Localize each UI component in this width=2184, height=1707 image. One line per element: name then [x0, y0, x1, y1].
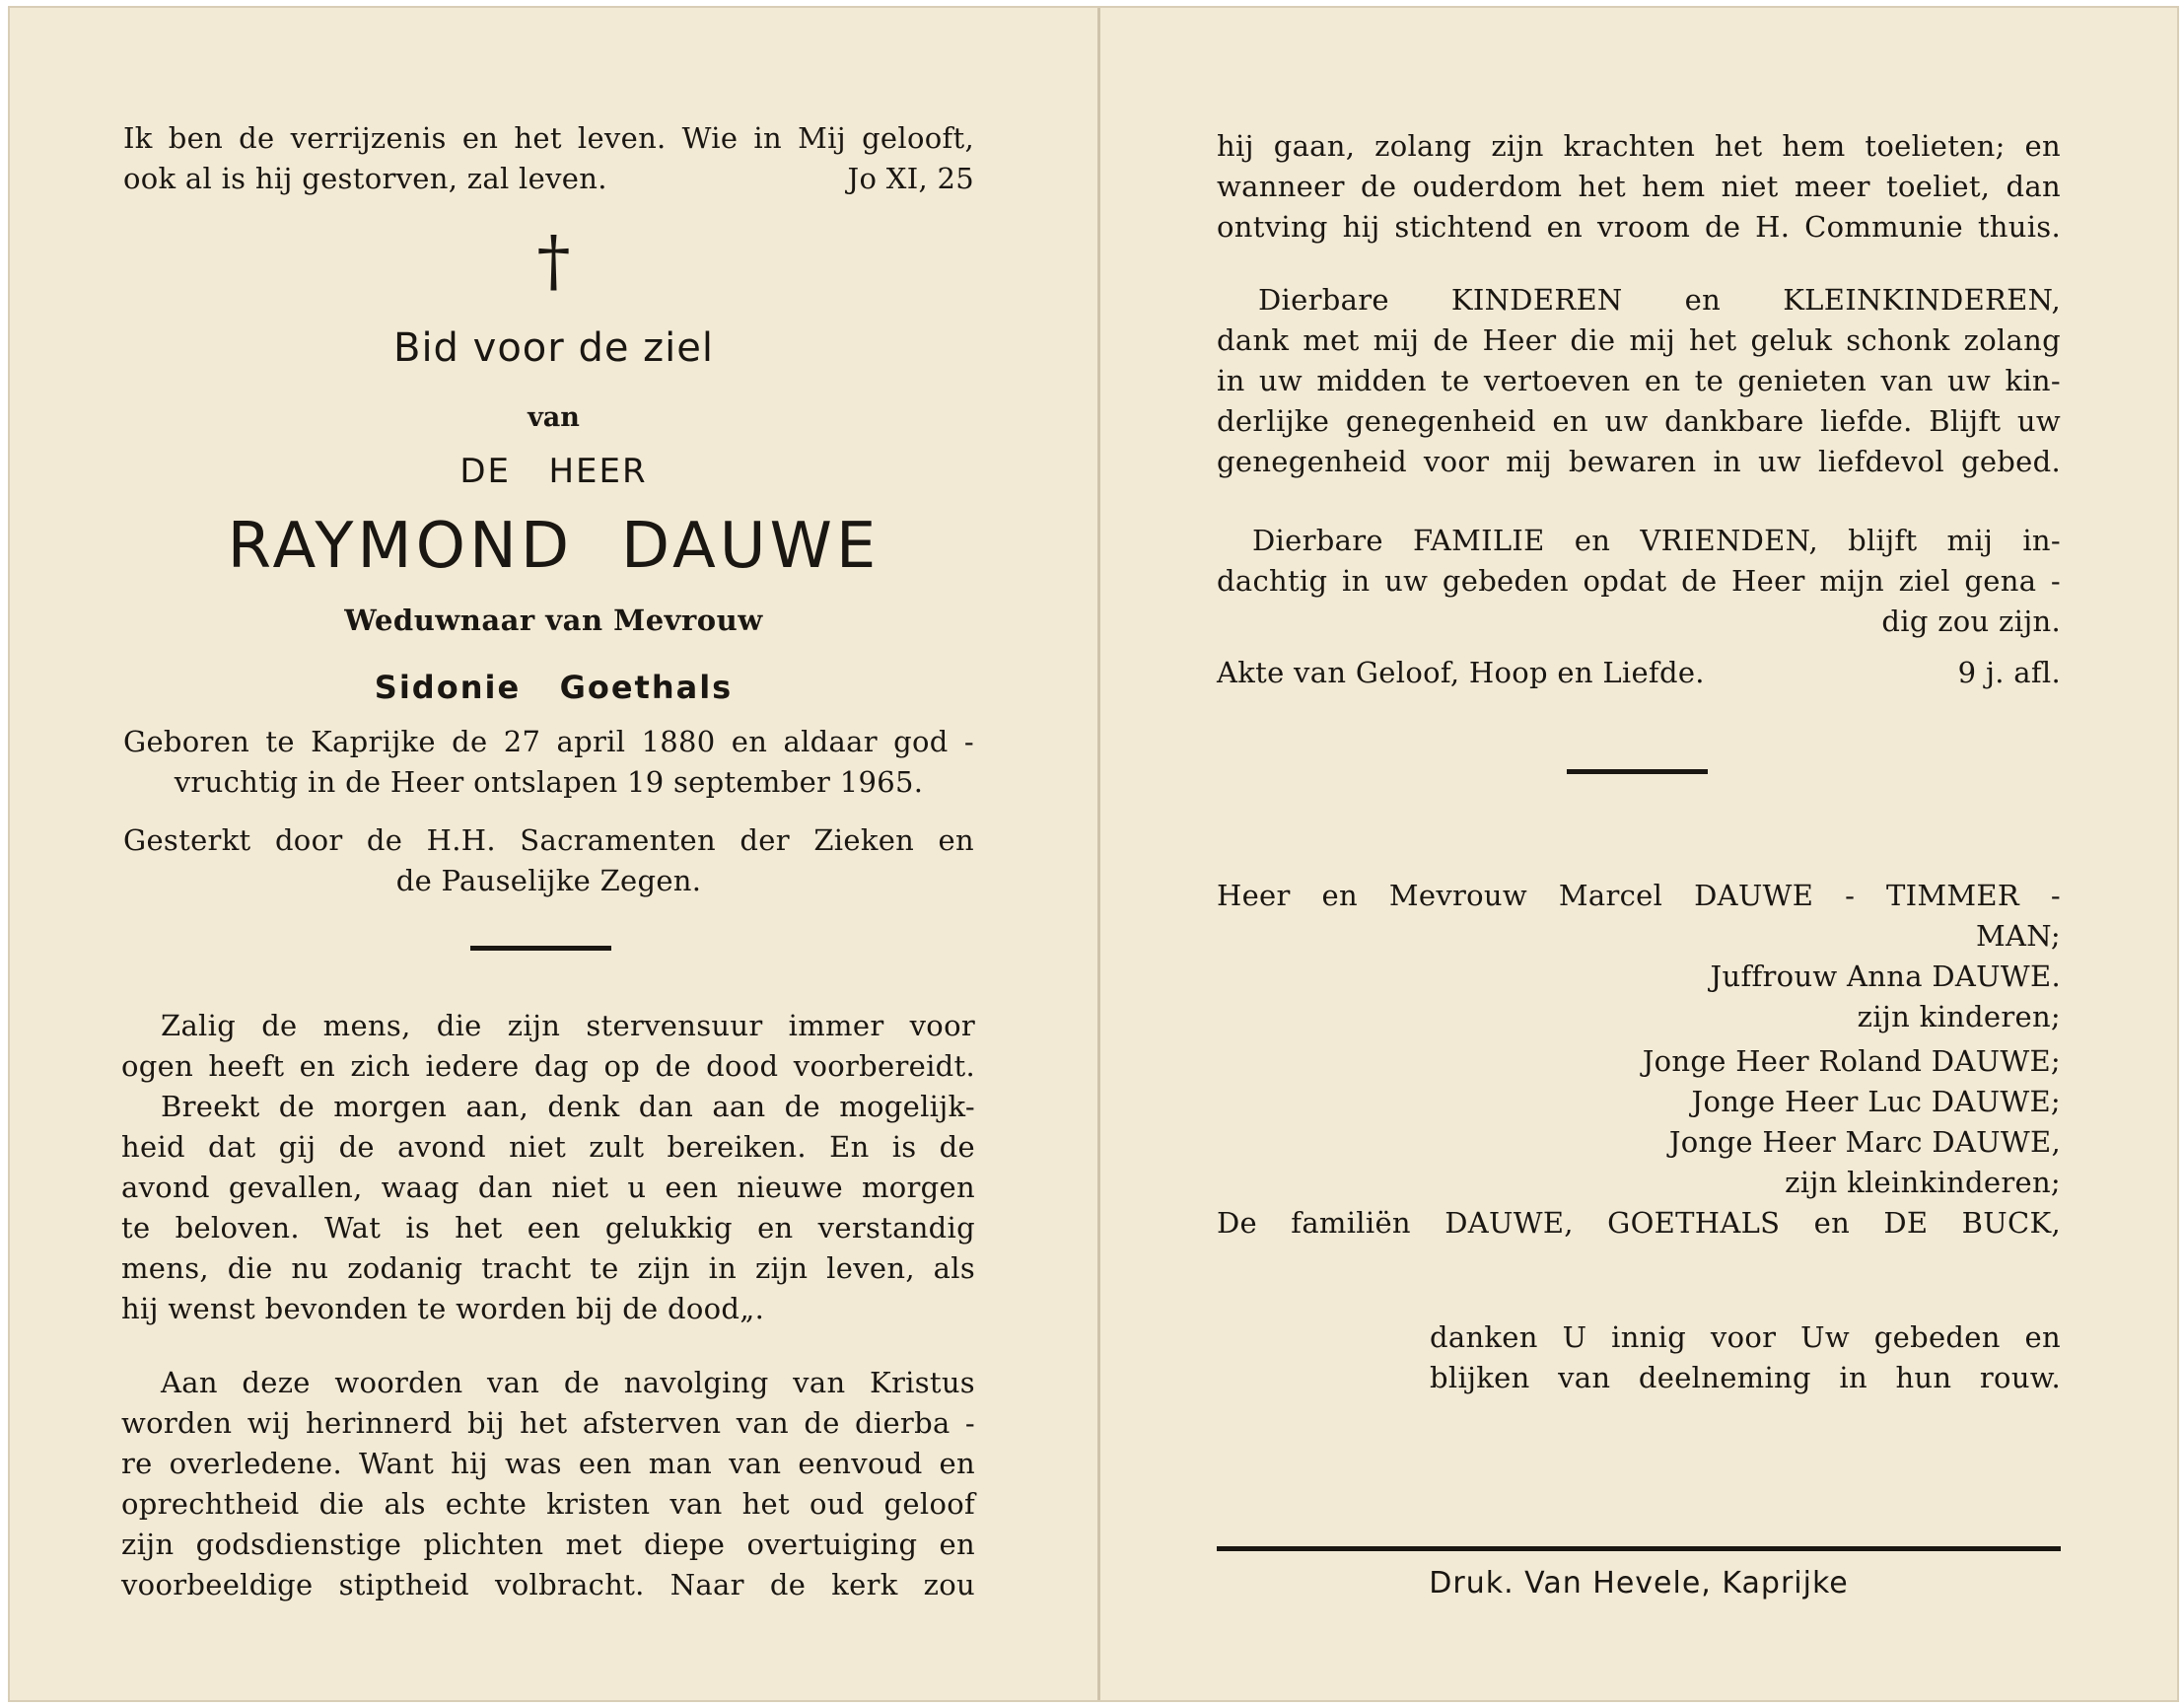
family-address-line: Dierbare FAMILIE en VRIENDEN, blijft mij in-	[1252, 524, 2061, 557]
tribute-line: voorbeeldige stiptheid volbracht. Naar de kerk zou	[121, 1568, 975, 1601]
quote-line: Zalig de mens, die zijn stervensuur immer voor	[161, 1009, 975, 1042]
divider-rule-left	[470, 946, 611, 951]
indulgence-text: Akte van Geloof, Hoop en Liefde.	[1217, 656, 1705, 689]
children-address-line: in uw midden te vertoeven en te genieten van uw kin-	[1217, 364, 2061, 397]
children-label: zijn kinderen;	[1857, 1000, 2061, 1033]
children-address-line: Dierbare KINDEREN en KLEINKINDEREN,	[1258, 283, 2061, 317]
widower-line: Weduwnaar van Mevrouw	[344, 604, 763, 637]
quote-line: ogen heeft en zich iedere dag op de dood voorbereidt.	[121, 1049, 975, 1083]
children-address-line: genegenheid voor mij bewaren in uw liefdevol gebed.	[1217, 445, 2061, 478]
mourner-families: De familiën DAUWE, GOETHALS en DE BUCK,	[1217, 1206, 2061, 1240]
mourners-list	[1217, 876, 2061, 1244]
birth-death-paragraph	[123, 722, 974, 803]
van-label: van	[528, 402, 580, 433]
scripture-reference: Jo XI, 25	[847, 162, 974, 195]
tribute-line: oprechtheid die als echte kristen van het oud geloof	[121, 1487, 975, 1521]
family-address-line: dachtig in uw gebeden opdat de Heer mijn ziel gena -	[1217, 564, 2061, 598]
tribute-line: zijn godsdienstige plichten met diepe overtuiging en	[121, 1528, 975, 1561]
mourner-child-2: Juffrouw Anna DAUWE.	[1710, 960, 2061, 993]
divider-rule-right	[1567, 769, 1708, 774]
printer-imprint: Druk. Van Hevele, Kaprijke	[1429, 1566, 1849, 1600]
indulgence-days: 9 j. afl.	[1957, 656, 2061, 689]
sacraments-paragraph	[123, 820, 974, 901]
prayer-heading: Bid voor de ziel	[393, 325, 714, 371]
mourner-child-1-line-1: Heer en Mevrouw Marcel DAUWE - TIMMER -	[1217, 879, 2061, 912]
left-page	[10, 8, 1097, 1700]
birth-death-line-1: Geboren te Kaprijke de 27 april 1880 en aldaar god -	[123, 725, 974, 758]
cross-icon: †	[536, 223, 571, 301]
tribute-line: worden wij herinnerd bij het afsterven van de dierba -	[121, 1406, 975, 1440]
family-address-line: dig zou zijn.	[1881, 605, 2061, 638]
thanks-line-2: blijken van deelneming in hun rouw.	[1430, 1361, 2061, 1394]
family-address-paragraph	[1217, 521, 2061, 642]
tribute-line: Aan deze woorden van de navolging van Kristus	[161, 1366, 975, 1399]
continuation-paragraph	[1217, 126, 2061, 248]
quote-line: heid dat gij de avond niet zult bereiken. En is de	[121, 1130, 975, 1164]
right-page	[1100, 8, 2177, 1700]
quote-line: hij wenst bevonden te worden bij de dood„.	[121, 1292, 765, 1325]
sacraments-line-2: de Pauselijke Zegen.	[395, 864, 702, 897]
continuation-line: wanneer de ouderdom het hem niet meer toeliet, dan	[1217, 170, 2061, 203]
grandchildren-label: zijn kleinkinderen;	[1785, 1166, 2061, 1199]
mourner-child-1-line-2: MAN;	[1976, 919, 2061, 953]
mourner-grandchild-1: Jonge Heer Roland DAUWE;	[1642, 1044, 2061, 1078]
printer-rule	[1217, 1546, 2061, 1551]
indulgence-line	[1217, 653, 2061, 693]
quote-line: te beloven. Wat is het een gelukkig en verstandig	[121, 1211, 975, 1245]
mourner-grandchild-2: Jonge Heer Luc DAUWE;	[1691, 1085, 2061, 1118]
continuation-line: ontving hij stichtend en vroom de H. Communie thuis.	[1217, 210, 2061, 244]
thanks-paragraph	[1430, 1317, 2061, 1398]
children-address-line: dank met mij de Heer die mij het geluk schonk zolang	[1217, 323, 2061, 357]
thanks-line-1: danken U innig voor Uw gebeden en	[1430, 1320, 2061, 1354]
children-address-paragraph	[1217, 280, 2061, 482]
epigraph	[123, 118, 974, 199]
mourner-grandchild-3: Jonge Heer Marc DAUWE,	[1668, 1125, 2061, 1159]
quote-line: Breekt de morgen aan, denk dan aan de mogelijk-	[161, 1090, 975, 1123]
quote-paragraph	[121, 1006, 975, 1329]
continuation-line: hij gaan, zolang zijn krachten het hem toelieten; en	[1217, 129, 2061, 163]
epigraph-line-2: ook al is hij gestorven, zal leven.	[123, 162, 607, 195]
title-de-heer: DE HEER	[459, 452, 648, 491]
children-address-line: derlijke genegenheid en uw dankbare liefde. Blijft uw	[1217, 404, 2061, 438]
tribute-line: re overledene. Want hij was een man van eenvoud en	[121, 1447, 975, 1480]
spouse-name: Sidonie Goethals	[374, 669, 734, 706]
quote-line: mens, die nu zodanig tracht te zijn in zijn leven, als	[121, 1251, 975, 1285]
tribute-paragraph	[121, 1363, 975, 1605]
sacraments-line-1: Gesterkt door de H.H. Sacramenten der Zieken en	[123, 823, 974, 857]
birth-death-line-2: vruchtig in de Heer ontslapen 19 september 1965.	[174, 765, 924, 799]
deceased-name: RAYMOND DAUWE	[227, 510, 881, 583]
quote-line: avond gevallen, waag dan niet u een nieuwe morgen	[121, 1171, 975, 1204]
epigraph-line-1: Ik ben de verrijzenis en het leven. Wie in Mij gelooft,	[123, 121, 974, 155]
